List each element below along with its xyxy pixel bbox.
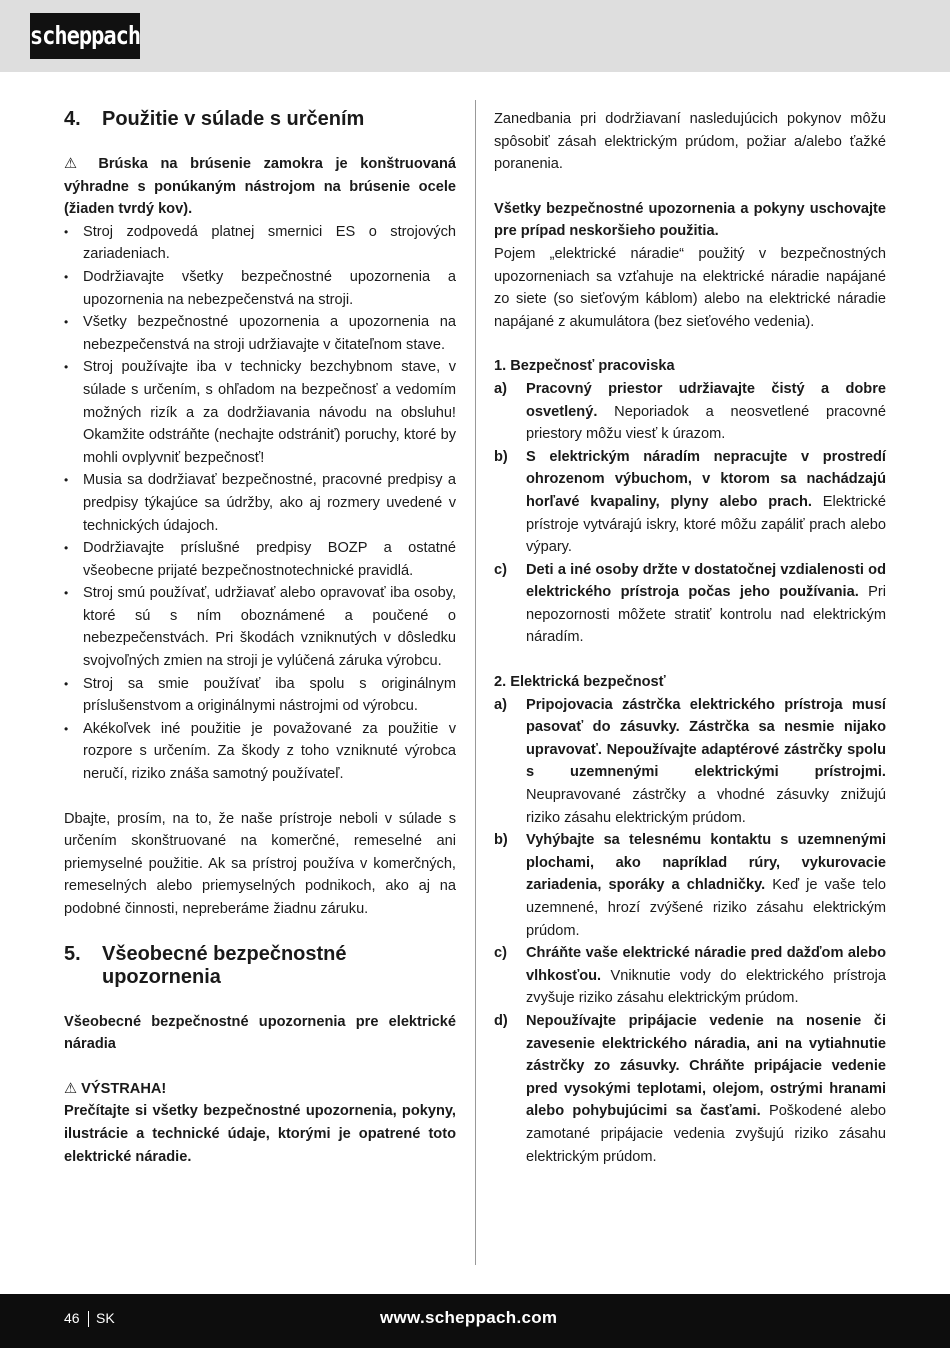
list-item: • Stroj smú používať, udržiavať alebo opravovať iba osoby, ktoré sú s ním oboznámené a poučené o nebezpečenstvách. Pri škodách vzniknutých v dôsledku svojvoľných zmien na stroji je vylúčená záruka výrobcu. — [64, 582, 456, 672]
item-normal-text: Neporiadok a neosvetlené pracovné priestory môžu viesť k úrazom. — [526, 403, 886, 443]
item-text — [526, 446, 886, 559]
item-bold-text: Deti a iné osoby držte v dostatočnej vzdialenosti od elektrického prístroja počas jeho používania. — [526, 561, 886, 601]
right-column — [494, 108, 886, 1168]
list-item: • Stroj používajte iba v technicky bezchybnom stave, v súlade s určením, s ohľadom na bezpečnosť a vedomím možných rizík a za dodržiavania návodu na obsluhu! Okamžite odstráňte (nechajte odstrániť) poruchy, ktoré by mohli ovplyvniť bezpečnosť! — [64, 356, 456, 469]
commercial-use-paragraph: Dbajte, prosím, na to, že naše prístroje neboli v súlade s určením skonštruované na komerčné, remeselné ani priemyselné použitie. Ak sa prístroj používa v komerčných, remeselných alebo priemyselných podnikoch, ako aj na podobné činnosti, nepreberáme žiadnu záruku. — [64, 810, 456, 917]
item-label: b) — [494, 448, 508, 465]
item-normal-text: Elektrické prístroje vytvárajú iskry, ktoré môžu zapáliť prach alebo výpary. — [526, 493, 887, 556]
electrical-safety-list — [494, 694, 886, 1168]
item-bold-text: Vyhýbajte sa telesnému kontaktu s uzemnenými plochami, ako napríklad rúry, vykurovacie zariadenia, sporáky a chladničky. — [526, 832, 886, 894]
list-item: • Stroj sa smie používať iba spolu s originálnym príslušenstvom a originálnymi nástrojmi od výrobcu. — [64, 673, 456, 718]
section-title: Použitie v súlade s určením — [102, 108, 365, 130]
language-code: SK — [96, 1310, 115, 1326]
item-label: b) — [494, 832, 508, 849]
item-bold-text: Chráňte vaše elektrické náradie pred dažďom alebo vlhkosťou. — [526, 945, 886, 984]
intended-use-list — [64, 221, 456, 786]
item-label: d) — [494, 1012, 508, 1029]
workplace-safety-heading: 1. Bezpečnosť pracoviska — [494, 358, 675, 375]
section-number: 4. — [64, 108, 81, 130]
list-item — [494, 1010, 886, 1168]
section-title: Všeobecné bezpečnostné upozornenia — [102, 942, 347, 988]
intended-use-statement — [64, 153, 456, 221]
item-normal-text: Poškodené alebo zamotané pripájacie vedenia zvyšujú riziko zásahu elektrickým prúdom. — [526, 1103, 886, 1165]
item-normal-text: Pri nepozornosti môžete stratiť kontrolu nad elektrickým náradím. — [526, 584, 887, 646]
item-label: a) — [494, 380, 507, 397]
footer-bar — [0, 1294, 950, 1348]
list-item — [494, 446, 886, 559]
item-text — [526, 694, 886, 830]
item-bold-text: Pripojovacia zástrčka elektrického prístroja musí pasovať do zásuvky. Zástrčka sa nesmie nijako upravovať. Nepoužívajte adaptérové zástrčky spolu s uzemnenými elektrickými prístrojmi. — [526, 696, 886, 781]
item-text — [526, 1010, 886, 1168]
left-column — [64, 108, 456, 1168]
section-4-heading — [64, 108, 456, 131]
list-item — [494, 829, 886, 942]
warning-triangle-icon: ⚠ — [64, 1080, 78, 1097]
intro-paragraph: Zanedbania pri dodržiavaní nasledujúcich pokynov môžu spôsobiť zásah elektrickým prúdom, požiar a/alebo ťažké poranenia. — [494, 111, 886, 173]
page-number: 46 — [64, 1310, 80, 1326]
item-label: c) — [494, 561, 507, 578]
general-safety-subtitle: Všeobecné bezpečnostné upozornenia pre elektrické náradia — [64, 1013, 456, 1053]
item-bold-text: Pracovný priestor udržiavajte čistý a dobre osvetlený. — [526, 380, 886, 420]
intended-use-text: Brúska na brúsenie zamokra je konštruovaná výhradne s ponúkaným nástrojom na brúsenie ocele (žiaden tvrdý kov). — [64, 156, 456, 218]
scheppach-logo: scheppach — [30, 13, 140, 59]
list-item: • Akékoľvek iné použitie je považované za použitie v rozpore s určením. Za škody z toho vzniknuté výrobca neručí, riziko znáša samotný používateľ. — [64, 718, 456, 786]
item-text — [526, 378, 886, 446]
item-text — [526, 559, 886, 649]
list-item: • Stroj zodpovedá platnej smernici ES o strojových zariadeniach. — [64, 221, 456, 266]
item-label: c) — [494, 945, 507, 962]
list-item: • Všetky bezpečnostné upozornenia a upozornenia na nebezpečenstvá na stroji udržiavajte v čitateľnom stave. — [64, 311, 456, 356]
warning-label: ⚠ VÝSTRAHA! — [64, 1080, 167, 1097]
list-item — [494, 378, 886, 446]
term-definition: Pojem „elektrické náradie“ použitý v bezpečnostných upozorneniach sa vzťahuje na elektrické náradie napájané zo siete (so sieťovým káblom) alebo na elektrické náradie napájané z akumulátora (bez sieťového vedenia). — [494, 245, 886, 330]
list-item — [494, 942, 886, 1010]
item-bold-text: S elektrickým náradím nepracujte v prostredí ohrozenom výbuchom, v ktorom sa nachádzajú horľavé kvapaliny, plyny alebo prach. — [526, 448, 886, 510]
warning-triangle-icon: ⚠ — [64, 156, 86, 172]
item-text — [526, 829, 886, 942]
item-normal-text: Vniknutie vody do elektrického prístroja zvyšuje riziko zásahu elektrickým prúdom. — [526, 967, 886, 1007]
list-item — [494, 559, 886, 649]
list-item: • Dodržiavajte príslušné predpisy BOZP a ostatné všeobecne prijaté bezpečnostnotechnické pravidlá. — [64, 537, 456, 582]
electrical-safety-heading: 2. Elektrická bezpečnosť — [494, 674, 666, 691]
section-5-heading — [64, 943, 456, 989]
header-bar — [0, 0, 950, 72]
footer-separator — [88, 1311, 89, 1327]
item-text — [526, 942, 886, 1010]
keep-instructions-statement: Všetky bezpečnostné upozornenia a pokyny uschovajte pre prípad neskoršieho použitia. — [494, 200, 886, 240]
item-normal-text: Keď je vaše telo uzemnené, hrozí zvýšené riziko zásahu elektrickým prúdom. — [526, 877, 886, 939]
section-number: 5. — [64, 942, 81, 965]
warning-text: Prečítajte si všetky bezpečnostné upozornenia, pokyny, ilustrácie a technické údaje, ktorými je opatrené toto elektrické náradie. — [64, 1103, 456, 1165]
website-link[interactable]: www.scheppach.com — [380, 1308, 558, 1327]
list-item — [494, 694, 886, 830]
item-normal-text: Neupravované zástrčky a vhodné zásuvky znižujú riziko zásahu elektrickým prúdom. — [526, 787, 886, 826]
list-item: • Musia sa dodržiavať bezpečnostné, pracovné predpisy a predpisy týkajúce sa údržby, ako aj rozmery uvedené v technických údajoch. — [64, 469, 456, 537]
item-label: a) — [494, 696, 507, 713]
list-item: • Dodržiavajte všetky bezpečnostné upozornenia a upozornenia na nebezpečenstvá na stroji. — [64, 266, 456, 311]
item-bold-text: Nepoužívajte pripájacie vedenie na nosenie či zavesenie elektrického náradia, ani na vytiahnutie zástrčky zo zásuvky. Chráňte pripájacie vedenie pred vysokými teplotami, olejom, ostrými hranami alebo pohybujúcimi sa časťami. — [526, 1012, 886, 1120]
workplace-safety-list — [494, 378, 886, 649]
column-divider — [475, 100, 476, 1265]
